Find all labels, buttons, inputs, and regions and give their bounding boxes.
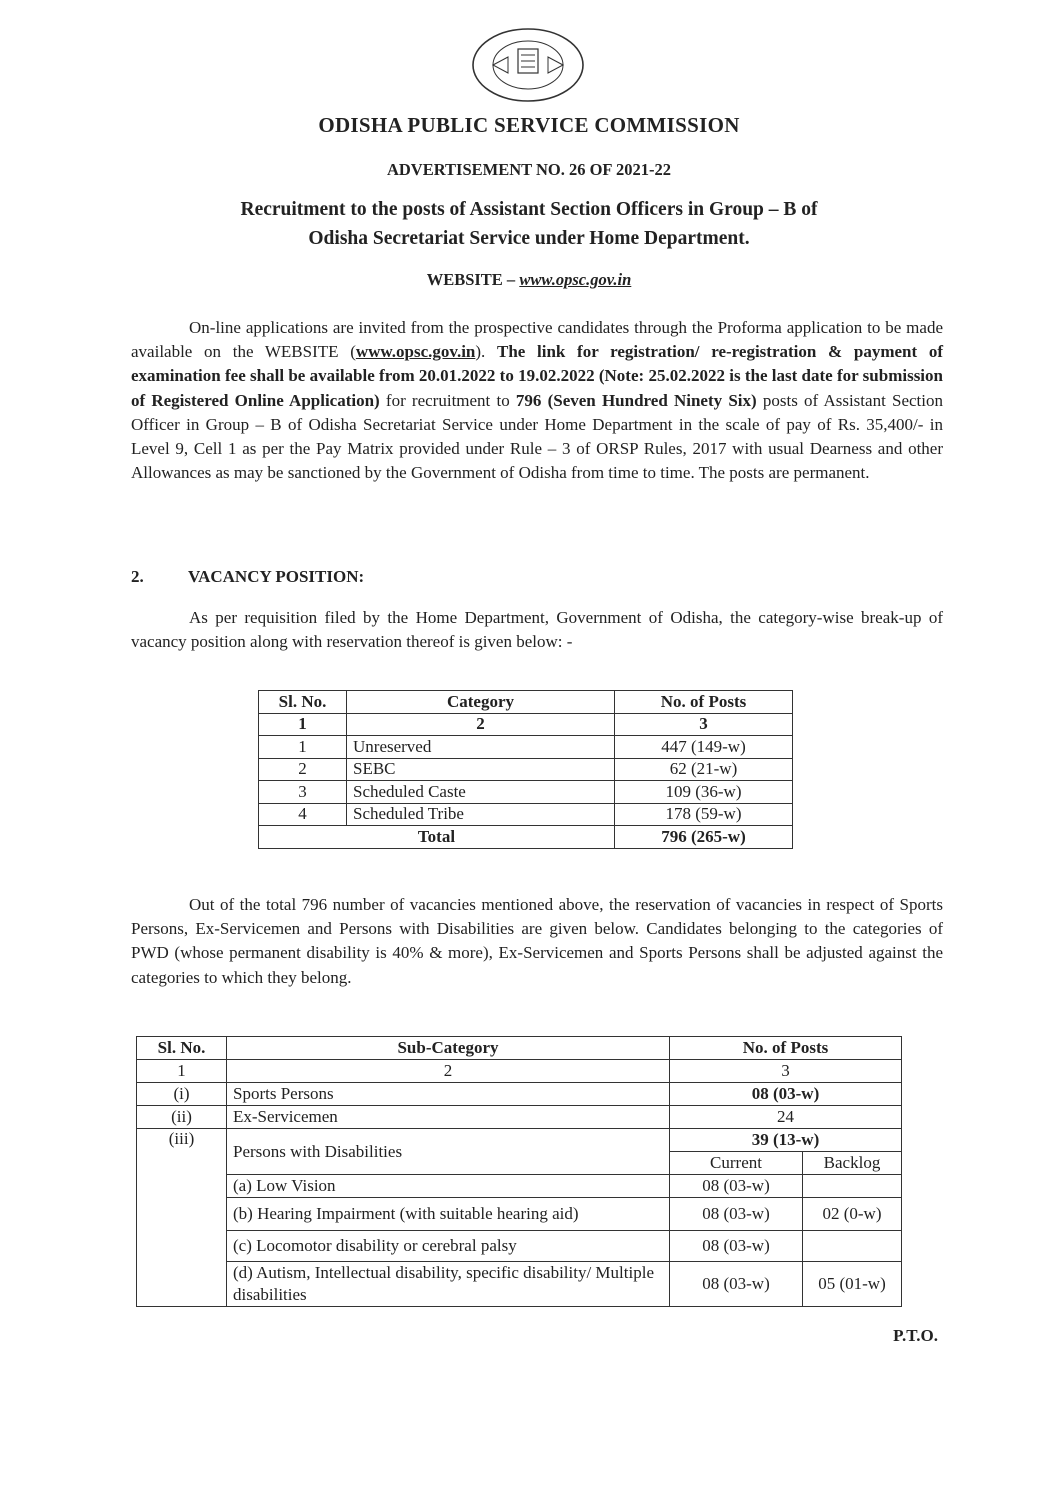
table-row <box>137 1083 902 1106</box>
table-header-row <box>259 691 793 714</box>
table-cell: 02 (0-w) <box>803 1198 902 1231</box>
table-cell: 3 <box>259 781 347 804</box>
table-header-row <box>137 1037 902 1060</box>
website-link[interactable]: www.opsc.gov.in <box>519 270 632 289</box>
table-cell: Persons with Disabilities <box>227 1129 670 1175</box>
header-sl-no: Sl. No. <box>259 691 347 714</box>
table-row <box>259 803 793 826</box>
table-cell: 3 <box>615 713 793 736</box>
intro-text-d: posts of Assistant Section Officer in Group – B of Odisha Secretariat Service under Home Department in the scale of pay of Rs. 35,400/- in Level 9, Cell 1 as per the Pay Matrix provided under Rule – 3 of ORSP Rules, 2017 with usual Dearness and other Allowances as may be sanctioned by the Government of Odisha from time to time. The posts are permanent. <box>131 390 943 483</box>
table-cell: (c) Locomotor disability or cerebral palsy <box>227 1231 670 1262</box>
subject-line-2: Odisha Secretariat Service under Home Department. <box>308 228 750 249</box>
table-cell: Sports Persons <box>227 1083 670 1106</box>
table-cell: 1 <box>259 713 347 736</box>
table-cell: 447 (149-w) <box>615 736 793 759</box>
table-cell: 08 (03-w) <box>670 1262 803 1307</box>
table-row <box>259 758 793 781</box>
table-cell: 08 (03-w) <box>670 1175 803 1198</box>
commission-seal <box>463 25 593 105</box>
table-cell: 2 <box>259 758 347 781</box>
table-cell: 05 (01-w) <box>803 1262 902 1307</box>
table-cell: (d) Autism, Intellectual disability, specific disability/ Multiple disabilities <box>227 1262 670 1307</box>
section-2-text <box>131 606 943 654</box>
table-cell: (iii) <box>137 1129 227 1307</box>
table-cell: Scheduled Caste <box>347 781 615 804</box>
table-cell: (b) Hearing Impairment (with suitable hearing aid) <box>227 1198 670 1231</box>
intro-paragraph <box>131 316 943 485</box>
intro-text-b: ). <box>475 342 497 362</box>
table-row <box>137 1262 902 1307</box>
table-cell: SEBC <box>347 758 615 781</box>
table-cell: (ii) <box>137 1106 227 1129</box>
table-cell: 3 <box>670 1060 902 1083</box>
sub-category-table <box>136 1036 902 1307</box>
table-row <box>137 1106 902 1129</box>
advertisement-number: ADVERTISEMENT NO. 26 OF 2021-22 <box>386 160 672 179</box>
intro-posts-bold: 796 (Seven Hundred Ninety Six) <box>515 390 757 410</box>
table-row <box>259 736 793 759</box>
table-cell: 39 (13-w) <box>670 1129 902 1152</box>
header-no-of-posts: No. of Posts <box>670 1037 902 1060</box>
table-cell <box>803 1231 902 1262</box>
table-row <box>137 1198 902 1231</box>
table-row <box>137 1129 902 1152</box>
header-sl-no: Sl. No. <box>137 1037 227 1060</box>
header-no-of-posts: No. of Posts <box>615 691 793 714</box>
table-cell: 4 <box>259 803 347 826</box>
total-value: 796 (265-w) <box>615 826 793 849</box>
table-cell: 62 (21-w) <box>615 758 793 781</box>
table-cell: 1 <box>137 1060 227 1083</box>
intro-text-a: On-line applications are invited from the prospective candidates through the Proforma application to be made available on the WEBSITE ( <box>131 318 943 362</box>
subject-line-1: Recruitment to the posts of Assistant Section Officers in Group – B of <box>240 199 818 220</box>
intro-website-link[interactable]: www.opsc.gov.in <box>355 342 476 362</box>
pto-marker: P.T.O. <box>893 1326 938 1345</box>
table-row <box>137 1231 902 1262</box>
table-cell: (a) Low Vision <box>227 1175 670 1198</box>
header-category: Category <box>347 691 615 714</box>
table-cell: (i) <box>137 1083 227 1106</box>
section-2-paragraph: As per requisition filed by the Home Department, Government of Odisha, the category-wise break-up of vacancy position along with reservation thereof is given below: - <box>131 608 943 652</box>
table-cell: 24 <box>670 1106 902 1129</box>
table-row <box>137 1175 902 1198</box>
table-cell: 2 <box>227 1060 670 1083</box>
table-cell: 08 (03-w) <box>670 1198 803 1231</box>
sub-header-backlog: Backlog <box>803 1152 902 1175</box>
section-2-heading <box>131 567 364 587</box>
table-index-row <box>137 1060 902 1083</box>
intro-dates-bold: The link for registration/ re-registration & payment of examination fee shall be available from 20.01.2022 to 19.02.2022 (Note: 25.02.2022 is the last date for submission of Registered Online Application) <box>131 342 943 410</box>
table-total-row <box>259 826 793 849</box>
reservation-paragraph <box>131 893 943 990</box>
table-index-row <box>259 713 793 736</box>
header-sub-category: Sub-Category <box>227 1037 670 1060</box>
reservation-text: Out of the total 796 number of vacancies mentioned above, the reservation of vacancies in respect of Sports Persons, Ex-Servicemen and Persons with Disabilities are given below. Candidates belonging to the categories of PWD (whose permanent disability is 40% & more), Ex-Servicemen and Sports Persons shall be adjusted against the categories to which they belong. <box>131 895 943 987</box>
total-label: Total <box>259 826 615 849</box>
website-label: WEBSITE – <box>426 270 520 289</box>
table-cell: 178 (59-w) <box>615 803 793 826</box>
intro-text-c: for recruitment to <box>379 390 516 410</box>
table-cell: 08 (03-w) <box>670 1083 902 1106</box>
table-cell: Unreserved <box>347 736 615 759</box>
section-title: VACANCY POSITION: <box>188 567 365 586</box>
table-cell: 2 <box>347 713 615 736</box>
table-cell <box>803 1175 902 1198</box>
table-cell: Ex-Servicemen <box>227 1106 670 1129</box>
sub-header-current: Current <box>670 1152 803 1175</box>
table-cell: 1 <box>259 736 347 759</box>
table-row <box>259 781 793 804</box>
table-cell: 109 (36-w) <box>615 781 793 804</box>
website-line <box>0 270 1058 290</box>
section-number: 2. <box>131 567 144 586</box>
table-cell: Scheduled Tribe <box>347 803 615 826</box>
table-cell: 08 (03-w) <box>670 1231 803 1262</box>
vacancy-table <box>258 690 793 849</box>
commission-title: ODISHA PUBLIC SERVICE COMMISSION <box>318 113 740 137</box>
